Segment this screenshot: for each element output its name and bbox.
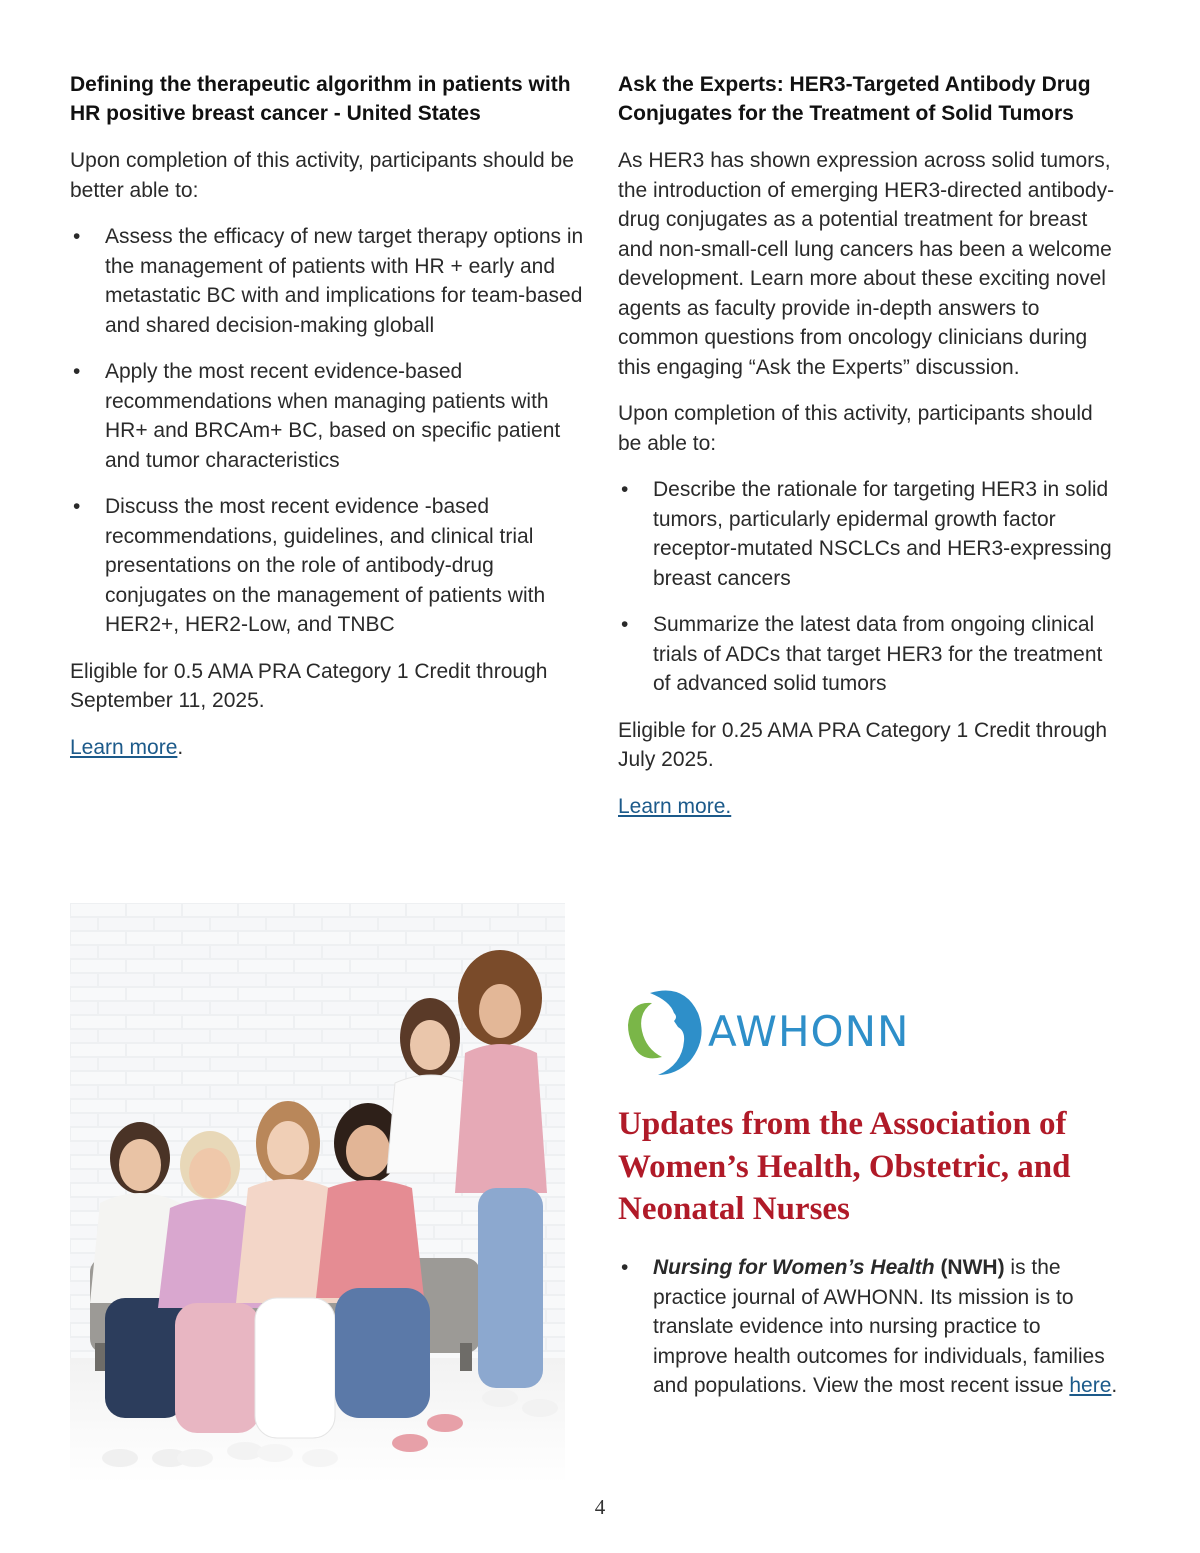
list-item: • Apply the most recent evidence-based recommendations when managing patients with HR+ and BRCAm+ BC, based on specific patient and tumor characteristics	[73, 360, 561, 472]
right-objectives-list	[618, 475, 1118, 699]
left-article	[70, 70, 585, 779]
left-article-title: Defining the therapeutic algorithm in patients with HR positive breast cancer - United States	[70, 73, 571, 125]
right-article-title: Ask the Experts: HER3-Targeted Antibody Drug Conjugates for the Treatment of Solid Tumors	[618, 73, 1091, 125]
list-item: • Nursing for Women’s Health (NWH) is the practice journal of AWHONN. Its mission is to translate evidence into nursing practice to improve health outcomes for individuals, families and populations. View the most recent issue here.	[621, 1256, 1118, 1397]
journal-name: Nursing for Women’s Health	[653, 1256, 935, 1279]
list-item: • Assess the efficacy of new target therapy options in the management of patients with HR + early and metastatic BC with and implications for team-based and shared decision-making globall	[73, 225, 584, 337]
group-photo	[70, 903, 565, 1483]
list-item: • Summarize the latest data from ongoing clinical trials of ADCs that target HER3 for the treatment of advanced solid tumors	[621, 613, 1103, 695]
right-learn-more	[618, 792, 1118, 822]
awhonn-logo-text: AWHONN	[708, 1007, 910, 1056]
awhonn-face-logo-icon	[620, 985, 705, 1075]
left-objectives-list	[70, 222, 585, 640]
awhonn-logo	[620, 985, 940, 1075]
awhonn-section-title: Updates from the Association of Women’s Health, Obstetric, and Neonatal Nurses	[618, 1106, 1071, 1227]
learn-more-link[interactable]: Learn more	[70, 735, 178, 759]
right-article-intro: Upon completion of this activity, participants should be able to:	[618, 402, 1093, 455]
recent-issue-link[interactable]: here	[1069, 1374, 1112, 1397]
left-learn-more: Learn more.	[70, 735, 184, 759]
learn-more-link[interactable]: Learn more.	[618, 794, 732, 818]
right-article-description: As HER3 has shown expression across solid tumors, the introduction of emerging HER3-directed antibody-drug conjugates as a potential treatment for breast and non-small-cell lung cancers has been a welcome development. Learn more about these exciting novel agents as faculty provide in-depth answers to common questions from oncology clinicians during this engaging “Ask the Experts” discussion.	[618, 149, 1115, 379]
left-article-intro: Upon completion of this activity, participants should be better able to:	[70, 149, 574, 202]
left-credit-text: Eligible for 0.5 AMA PRA Category 1 Credit through September 11, 2025.	[70, 659, 548, 712]
list-item: • Describe the rationale for targeting HER3 in solid tumors, particularly epidermal growth factor receptor-mutated NSCLCs and HER3-expressing breast cancers	[621, 478, 1112, 590]
page-number: 4	[594, 1495, 606, 1519]
list-item: • Discuss the most recent evidence -based recommendations, guidelines, and clinical trial presentations on the role of antibody-drug conjugates on the management of patients with HER2+, HER2-Low, and TNBC	[73, 495, 546, 636]
journal-abbreviation: (NWH)	[940, 1256, 1005, 1279]
right-credit-text: Eligible for 0.25 AMA PRA Category 1 Credit through July 2025.	[618, 718, 1108, 771]
awhonn-list	[618, 1253, 1118, 1401]
journal-description: is the practice journal of AWHONN. Its mission is to translate evidence into nursing practice to improve health outcomes for individuals, families and populations. View the most recent issue	[653, 1256, 1105, 1397]
right-article	[618, 70, 1118, 838]
